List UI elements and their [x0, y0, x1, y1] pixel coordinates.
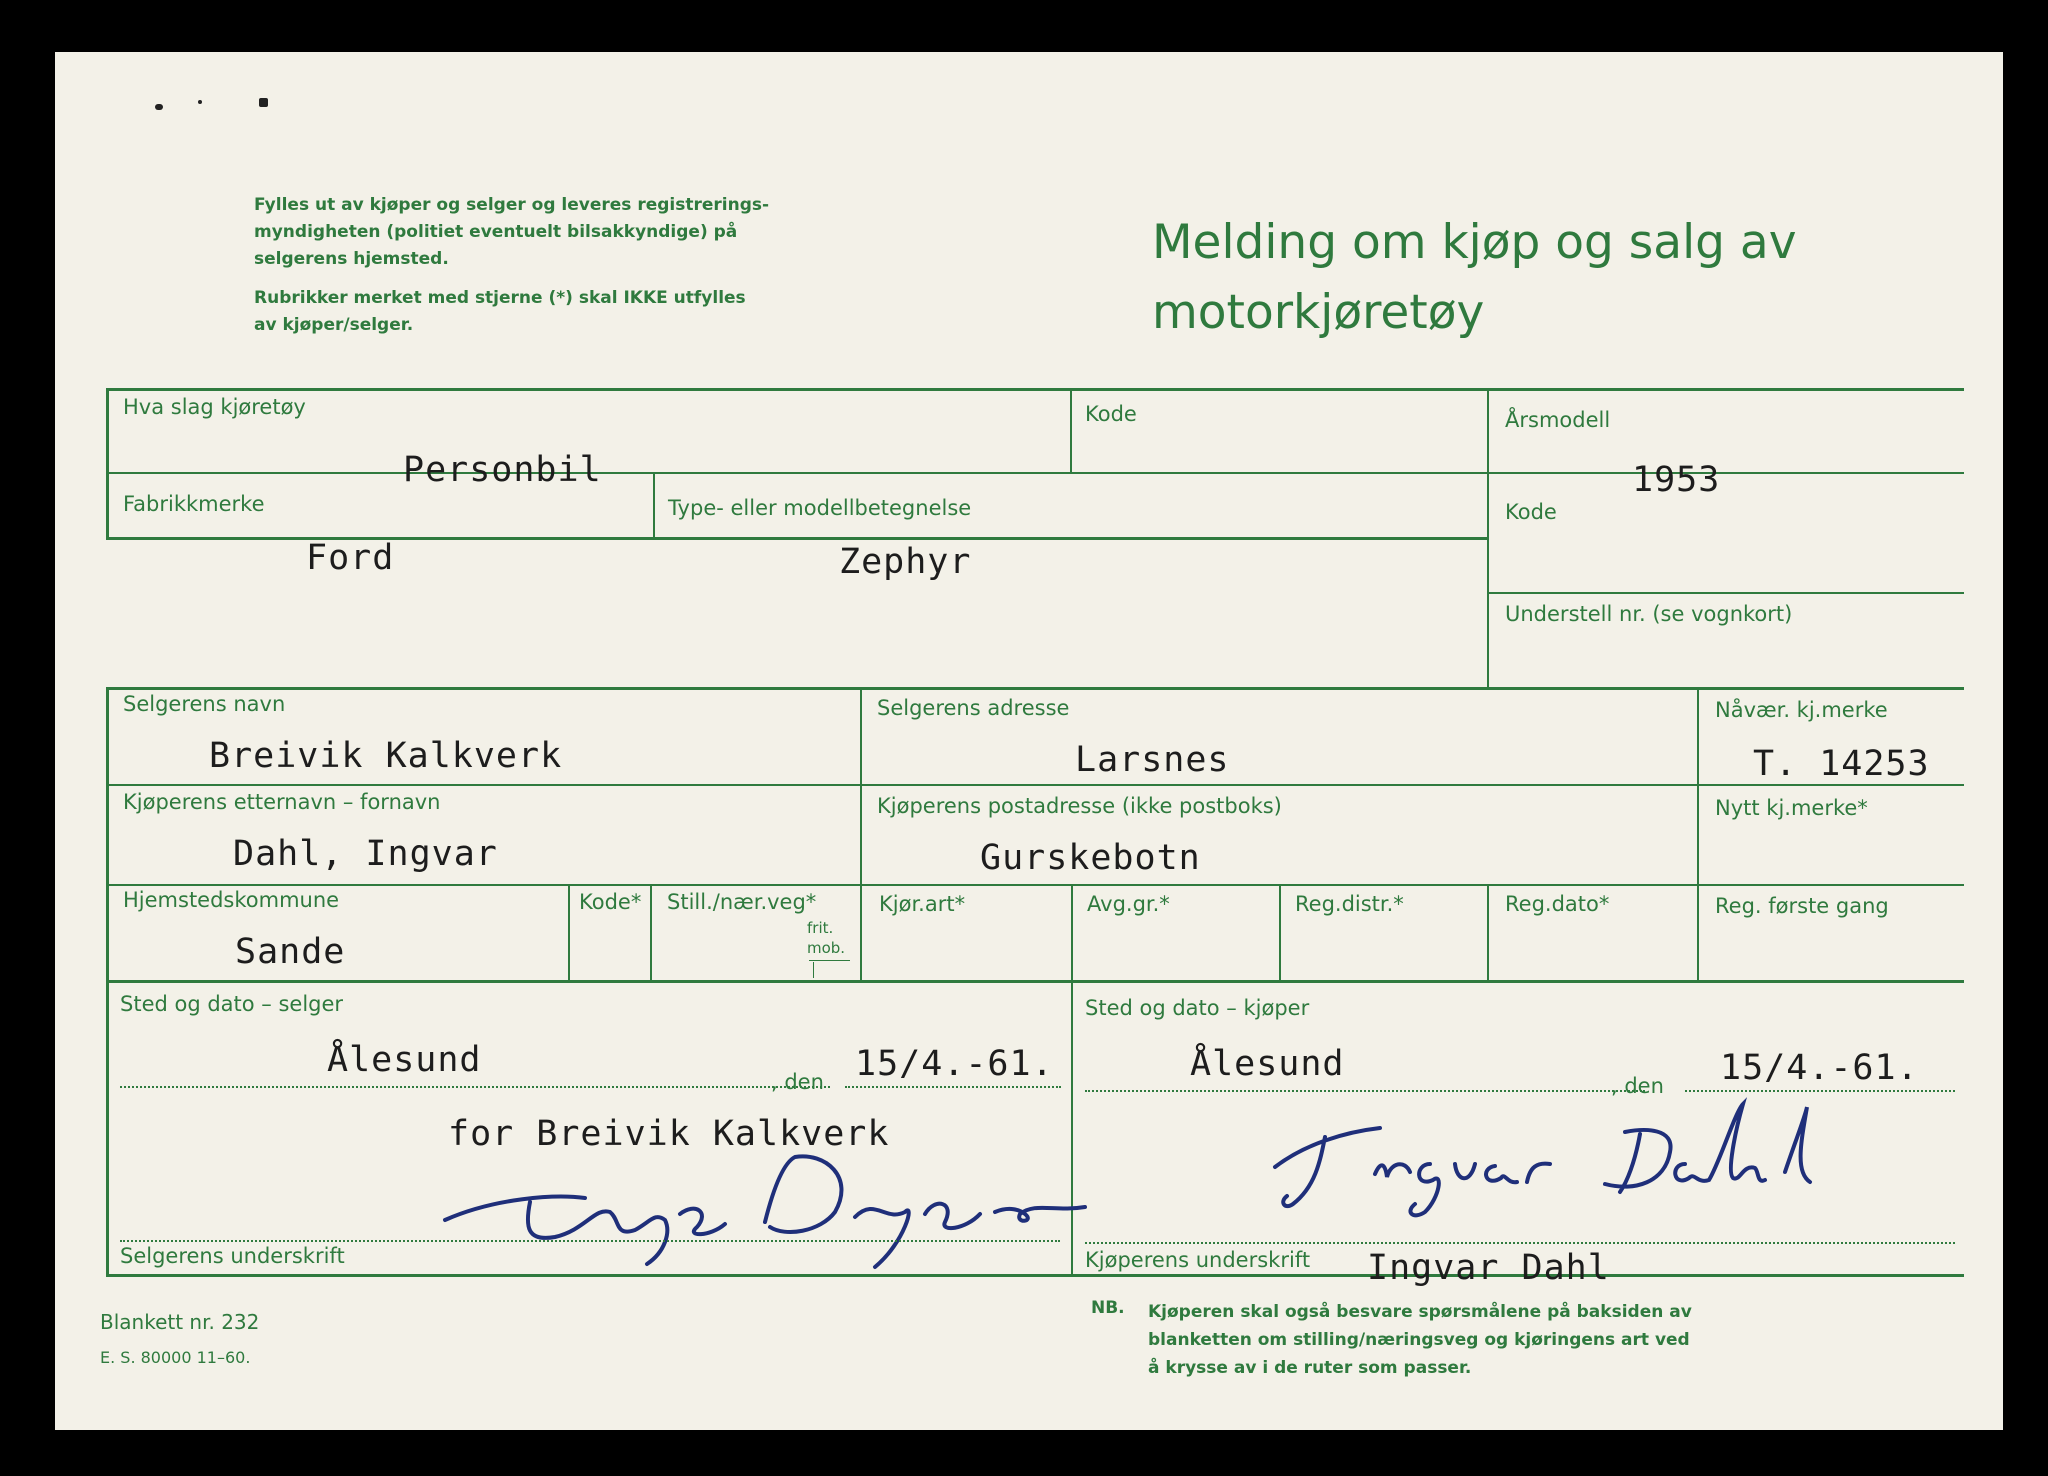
fee-group-label: Avg.gr.* — [1087, 892, 1170, 916]
intro-line: Fylles ut av kjøper og selger og leveres registrerings- — [254, 195, 770, 215]
current-plate-value: T. 14253 — [1753, 744, 1930, 784]
new-plate-label: Nytt kj.merke* — [1715, 796, 1868, 820]
seller-signature-image — [435, 1102, 1095, 1272]
row-line — [106, 884, 1964, 886]
chassis-label: Understell nr. (se vognkort) — [1505, 602, 1793, 626]
divider — [1487, 388, 1489, 688]
footer-note-line: å krysse av i de ruter som passer. — [1148, 1358, 1472, 1378]
seller-place-dotline — [120, 1086, 830, 1088]
footer-note-line: blanketten om stilling/næringsveg og kjøringens art ved — [1148, 1330, 1690, 1350]
form-title — [1152, 208, 1797, 348]
divider — [1070, 388, 1072, 472]
divider — [1279, 884, 1281, 982]
model-label: Type- eller modellbetegnelse — [668, 496, 972, 520]
frit-label: frit. — [807, 919, 834, 937]
seller-date-value: 15/4.-61. — [855, 1044, 1054, 1084]
row-line — [106, 784, 1964, 786]
municipality-label: Hjemstedskommune — [123, 888, 340, 912]
divider — [653, 472, 655, 538]
buyer-date-value: 15/4.-61. — [1720, 1048, 1919, 1088]
seller-name-value: Breivik Kalkverk — [209, 736, 563, 776]
buyer-name-value: Dahl, Ingvar — [233, 834, 498, 874]
divider — [1697, 687, 1699, 982]
reg-first-label: Reg. første gang — [1715, 894, 1889, 918]
section1-top-line — [106, 388, 1964, 391]
seller-place-value: Ålesund — [327, 1040, 482, 1080]
mob-box-tick — [813, 962, 814, 978]
section1-left-border — [106, 388, 109, 538]
seller-for-value: for Breivik Kalkverk — [448, 1114, 890, 1154]
municipality-value: Sande — [235, 932, 346, 972]
seller-name-label: Selgerens navn — [123, 692, 286, 716]
seller-date-dotline — [845, 1086, 1061, 1088]
drive-type-label: Kjør.art* — [879, 892, 966, 916]
seller-signature-dotline — [120, 1240, 1060, 1242]
intro-text — [254, 192, 894, 339]
code-label: Kode — [1085, 402, 1137, 426]
make-value: Ford — [306, 538, 395, 578]
buyer-typed-name: Ingvar Dahl — [1367, 1248, 1610, 1288]
vehicle-type-label: Hva slag kjøretøy — [123, 395, 306, 419]
seller-signature-label: Selgerens underskrift — [120, 1244, 345, 1268]
ink-speck — [198, 100, 202, 104]
print-code: E. S. 80000 11–60. — [100, 1348, 251, 1367]
buyer-address-label: Kjøperens postadresse (ikke postboks) — [877, 794, 1282, 818]
buyer-place-value: Ålesund — [1190, 1044, 1345, 1084]
intro-line: myndigheten (politiet eventuelt bilsakkyndige) på — [254, 222, 738, 242]
nb-label: NB. — [1091, 1298, 1125, 1318]
occupation-label: Still./nær.veg* — [667, 890, 817, 914]
ink-speck — [259, 98, 268, 107]
seller-address-label: Selgerens adresse — [877, 696, 1070, 720]
reg-district-label: Reg.distr.* — [1295, 892, 1404, 916]
model-value: Zephyr — [839, 542, 972, 582]
buyer-signature-dotline — [1085, 1242, 1955, 1244]
divider — [1071, 884, 1073, 982]
seller-address-value: Larsnes — [1075, 740, 1230, 780]
model-year-value: 1953 — [1632, 460, 1721, 500]
section2-top-line — [106, 687, 1964, 690]
row-line — [106, 980, 1964, 983]
intro-line: selgerens hjemsted. — [254, 249, 449, 269]
buyer-name-label: Kjøperens etternavn – fornavn — [123, 790, 441, 814]
intro-line: av kjøper/selger. — [254, 315, 414, 335]
code2-label: Kode — [1505, 500, 1557, 524]
title-line: motorkjøretøy — [1152, 285, 1485, 340]
form-number: Blankett nr. 232 — [100, 1310, 260, 1334]
footer-note-line: Kjøperen skal også besvare spørsmålene på baksiden av — [1148, 1302, 1692, 1322]
buyer-den-label: , den — [1611, 1074, 1664, 1098]
reg-date-label: Reg.dato* — [1505, 892, 1610, 916]
seller-place-date-label: Sted og dato – selger — [120, 992, 344, 1016]
vehicle-type-value: Personbil — [403, 450, 602, 490]
buyer-signature-label: Kjøperens underskrift — [1085, 1248, 1311, 1272]
make-label: Fabrikkmerke — [123, 492, 265, 516]
section3-bottom-line — [106, 1274, 1964, 1277]
divider — [860, 687, 862, 982]
row-line — [1487, 592, 1964, 594]
mob-box-line — [809, 960, 850, 961]
buyer-address-value: Gurskebotn — [980, 838, 1201, 878]
divider — [650, 884, 652, 982]
code3-label: Kode* — [579, 890, 642, 914]
mob-label: mob. — [807, 939, 846, 957]
current-plate-label: Nåvær. kj.merke — [1715, 698, 1888, 722]
ink-speck — [155, 104, 163, 110]
buyer-signature-image — [1265, 1092, 1825, 1222]
divider — [1487, 884, 1489, 982]
intro-line: Rubrikker merket med stjerne (*) skal IKKE utfylles — [254, 288, 746, 308]
divider — [568, 884, 570, 982]
seller-den-label: , den — [771, 1070, 824, 1094]
form-sheet — [55, 52, 2003, 1430]
model-year-label: Årsmodell — [1505, 408, 1611, 432]
title-line: Melding om kjøp og salg av — [1152, 215, 1797, 270]
footer-note — [1148, 1298, 1692, 1382]
buyer-place-date-label: Sted og dato – kjøper — [1085, 996, 1310, 1020]
